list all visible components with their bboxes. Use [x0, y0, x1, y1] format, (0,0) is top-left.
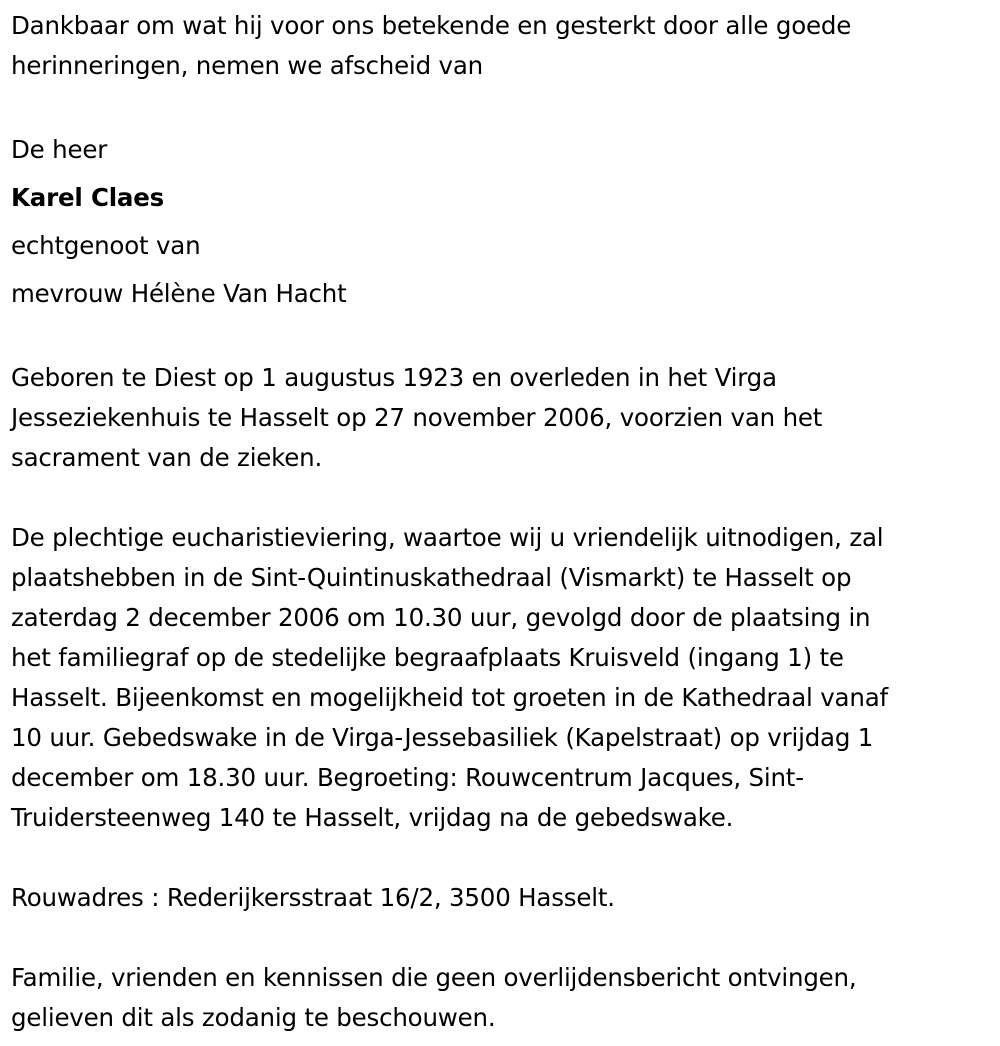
spacer [11, 478, 991, 518]
birth-death-paragraph [11, 358, 991, 478]
ceremony-paragraph [11, 518, 991, 838]
closing-paragraph [11, 958, 991, 1038]
mourning-address: Rouwadres : Rederijkersstraat 16/2, 3500 Hasselt. [11, 883, 615, 912]
deceased-block [11, 126, 991, 318]
spacer [11, 838, 991, 878]
spacer [11, 318, 991, 358]
ceremony-line: Truidersteenweg 140 te Hasselt, vrijdag na de gebedswake. [11, 803, 734, 832]
ceremony-line: plaatshebben in de Sint-Quintinuskathedraal (Vismarkt) te Hasselt op [11, 563, 852, 592]
ceremony-line: Hasselt. Bijeenkomst en mogelijkheid tot groeten in de Kathedraal vanaf [11, 683, 888, 712]
deceased-spouse: mevrouw Hélène Van Hacht [11, 279, 347, 308]
closing-line: gelieven dit als zodanig te beschouwen. [11, 1003, 496, 1032]
ceremony-line: het familiegraf op de stedelijke begraafplaats Kruisveld (ingang 1) te [11, 643, 844, 672]
birth-death-line: Geboren te Diest op 1 augustus 1923 en overleden in het Virga [11, 363, 777, 392]
ceremony-line: zaterdag 2 december 2006 om 10.30 uur, gevolgd door de plaatsing in [11, 603, 871, 632]
spacer [11, 86, 991, 126]
ceremony-line: 10 uur. Gebedswake in de Virga-Jessebasiliek (Kapelstraat) op vrijdag 1 [11, 723, 874, 752]
deceased-relation: echtgenoot van [11, 231, 201, 260]
deceased-title: De heer [11, 135, 108, 164]
intro-line: herinneringen, nemen we afscheid van [11, 51, 483, 80]
mourning-address-paragraph [11, 878, 991, 918]
birth-death-line: Jesseziekenhuis te Hasselt op 27 november 2006, voorzien van het [11, 403, 823, 432]
intro-line: Dankbaar om wat hij voor ons betekende en gesterkt door alle goede [11, 11, 852, 40]
closing-line: Familie, vrienden en kennissen die geen overlijdensbericht ontvingen, [11, 963, 857, 992]
deceased-name: Karel Claes [11, 183, 165, 212]
intro-paragraph [11, 6, 991, 86]
obituary-document [11, 6, 991, 1038]
ceremony-line: december om 18.30 uur. Begroeting: Rouwcentrum Jacques, Sint- [11, 763, 804, 792]
spacer [11, 918, 991, 958]
birth-death-line: sacrament van de zieken. [11, 443, 323, 472]
ceremony-line: De plechtige eucharistieviering, waartoe wij u vriendelijk uitnodigen, zal [11, 523, 884, 552]
